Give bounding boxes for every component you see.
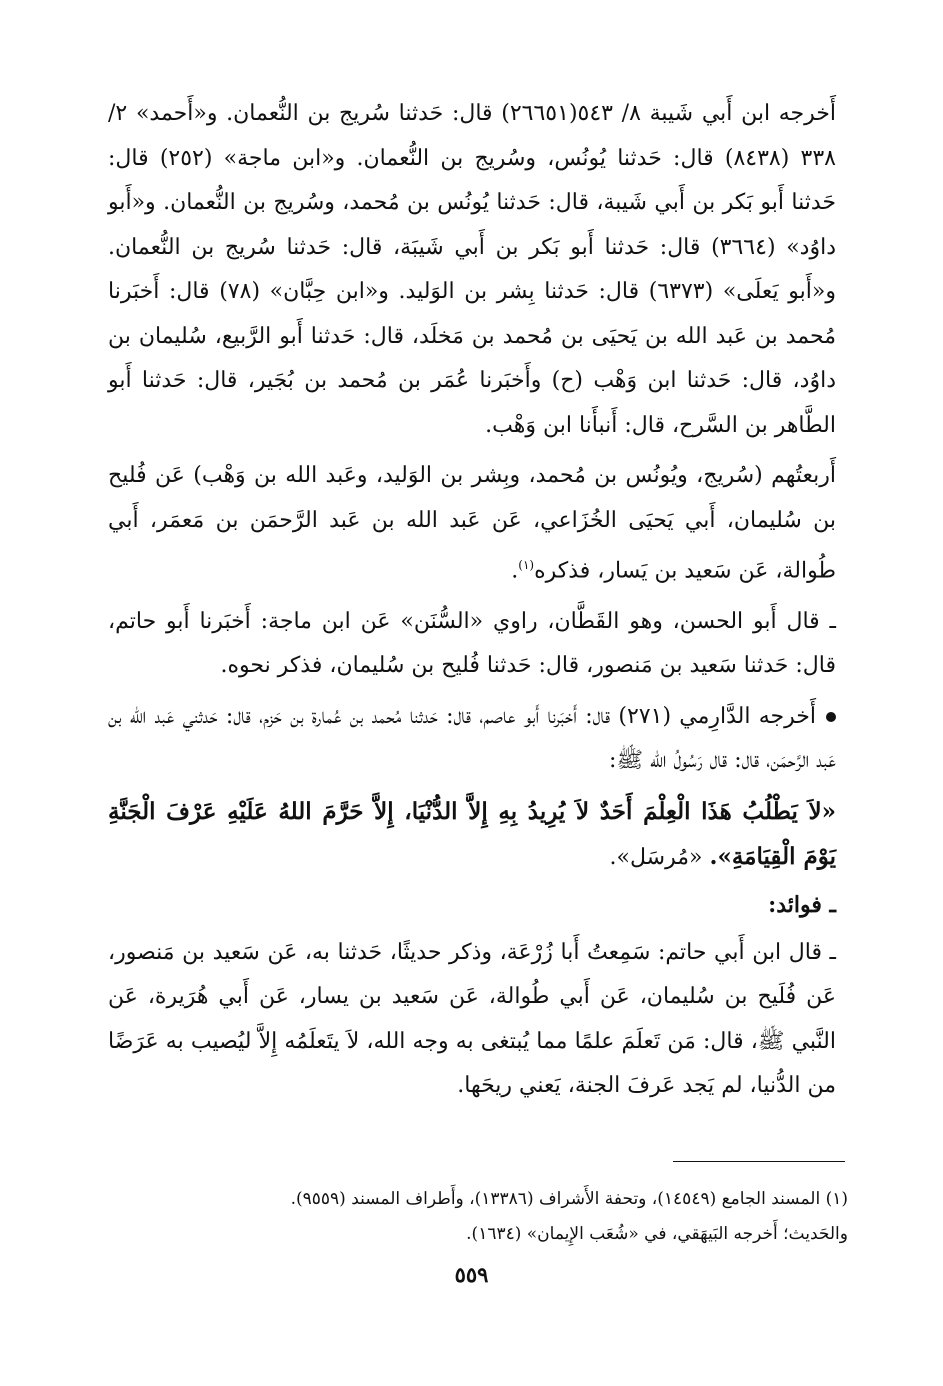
benefits-heading: ـ فوائد: — [768, 891, 836, 918]
darimi-text: أَخرجه الدَّارِمي (٢٧١) قال: أَخبَرنا أَبو عاصم، قال: حَدثنا مُحمد بن عُمارة بن حَزم، قال: حَدثني عَبد الله بن عَبد الرَّحمَن، قال: قال رَسُولُ الله ﷺ: — [108, 703, 836, 774]
period: . — [511, 558, 519, 584]
footnote-line: (١) المسند الجامع (١٤٥٤٩)، وتحفة الأَشراف (١٣٣٨٦)، وأَطراف المسند (٩٥٥٩). — [290, 1189, 848, 1209]
hadith-paragraph — [108, 790, 836, 881]
hadith-grade: «مُرسَل». — [609, 845, 703, 871]
bullet-icon — [826, 712, 836, 722]
isnad-summary-paragraph — [108, 454, 836, 594]
qattan-paragraph: ـ قال أَبو الحسن، وهو القَطَّان، راوي «السُّنَن» عَن ابن ماجة: أَخبَرنا أَبو حاتم، قال: حَدثنا سَعيد بن مَنصور، قال: حَدثنا فُليح بن سُليمان، فذكر نحوه. — [108, 608, 836, 679]
footnote-marker: (١) — [518, 558, 535, 572]
hadith-quote: «لاَ يَطْلُبُ هَذَا الْعِلْمَ أَحَدٌ لاَ يُرِيدُ بِهِ إِلاَّ الدُّنْيَا، إِلاَّ حَرَّمَ اللهُ عَلَيْهِ عَرْفَ الْجَنَّةِ يَوْمَ الْقِيَامَةِ». — [108, 797, 836, 871]
page-body — [108, 92, 836, 1109]
page-number: ٥٥٩ — [454, 1262, 489, 1287]
darimi-paragraph — [108, 695, 836, 784]
footnote-separator — [673, 1161, 845, 1162]
takhrij-paragraph: أَخرجه ابن أَبي شَيبة ٨/ ٥٤٣(٢٦٦٥١) قال: حَدثنا سُريج بن النُّعمان. و«أَحمد» ٢/ ٣٣٨ (٨٤٣٨) قال: حَدثنا يُونُس، وسُريج بن النُّعمان. و«ابن ماجة» (٢٥٢) قال: حَدثنا أَبو بَكر بن أَبي شَيبة، قال: حَدثنا يُونُس بن مُحمد، وسُريج بن النُّعمان. و«أَبو داوُد» (٣٦٦٤) قال: حَدثنا أَبو بَكر بن أَبي شَيبَة، قال: حَدثنا سُريج بن النُّعمان. و«أَبو يَعلَى» (٦٣٧٣) قال: حَدثنا بِشر بن الوَليد. و«ابن حِبَّان» (٧٨) قال: أَخبَرنا مُحمد بن عَبد الله بن يَحيَى بن مُحمد بن مَخلَد، قال: حَدثنا أَبو الرَّبيع، سُليمان بن داوُد، قال: حَدثنا ابن وَهْب (ح) وأَخبَرنا عُمَر بن مُحمد بن بُجَير، قال: حَدثنا أَبو الطَّاهر بن السَّرح، قال: أَنبأَنا ابن وَهْب. — [108, 101, 836, 438]
footnote-line: والحَديث؛ أَخرجه البَيهَقي، في «شُعَب الإِيمان» (١٦٣٤). — [466, 1224, 848, 1244]
footnotes — [108, 1182, 848, 1252]
isnad-summary-text: أَربعتُهم (سُريج، ويُونُس بن مُحمد، وبِشر بن الوَليد، وعَبد الله بن وَهْب) عَن فُليح بن سُليمان، أَبي يَحيَى الخُزَاعي، عَن عَبد الله بن عَبد الرَّحمَن بن مَعمَر، أَبي طُوالة، عَن سَعيد بن يَسار، فذكره — [108, 463, 836, 584]
abi-hatim-paragraph: ـ قال ابن أَبي حاتم: سَمِعتُ أَبا زُرْعَة، وذكر حديثًا، حَدثنا به، عَن سَعيد بن مَنصور، عَن فُلَيح بن سُليمان، عَن أَبي طُوالة، عَن سَعيد بن يسار، عَن أَبي هُرَيرة، عَن النَّبي ﷺ، قال: مَن تَعلَمَ علمًا مما يُبتغى به وجه الله، لاَ يتَعلَمُه إِلاَّ ليُصيب به عَرَضًا من الدُّنيا، لم يَجد عَرفَ الجنة، يَعني ريحَها. — [108, 939, 836, 1099]
